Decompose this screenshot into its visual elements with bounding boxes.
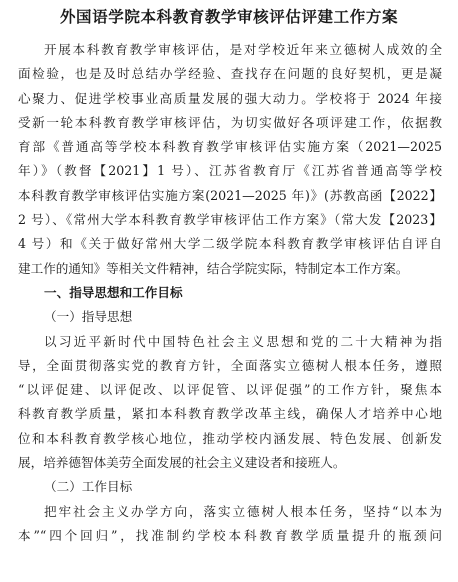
section-heading: 一、指导思想和工作目标 — [44, 284, 183, 300]
intro-line: 面检验，也是及时总结办学经验、查找存在问题的良好契机，更是凝 — [18, 66, 442, 82]
intro-line: 年）》（教督【2021】1 号）、江苏省教育厅《江苏省普通高等学校 — [18, 163, 442, 179]
document-title: 外国语学院本科教育教学审核评估评建工作方案 — [59, 8, 399, 26]
guiding-line: 科教育教学质量，紧扣本科教育教学改革主线，确保人才培养中心地 — [18, 406, 442, 422]
intro-line: 4 号）和《关于做好常州大学二级学院本科教育教学审核评估自评自 — [18, 236, 442, 252]
intro-line: 开展本科教育教学审核评估，是对学校近年来立德树人成效的全 — [44, 42, 442, 57]
intro-line: 建工作的通知》等相关文件精神，结合学院实际，特制定本工作方案。 — [18, 260, 409, 276]
guiding-line: 以习近平新时代中国特色社会主义思想和党的二十大精神为指 — [44, 333, 442, 349]
guiding-line: 位和本科教育教学核心地位，推动学校内涵发展、特色发展、创新发 — [18, 430, 442, 446]
subsection-heading: （二）工作目标 — [44, 479, 133, 495]
intro-line: 育部《普通高等学校本科教育教学审核评估实施方案（2021—2025 — [18, 139, 442, 155]
guiding-line: 展，培养德智体美劳全面发展的社会主义建设者和接班人。 — [18, 455, 346, 471]
intro-line: 心聚力、促进学校事业高质量发展的强大动力。学校将于 2024 年接 — [18, 90, 442, 106]
goal-line: 本”“四个回归”，找准制约学校本科教育教学质量提升的瓶颈问 — [18, 527, 442, 543]
intro-line: 2 号）、《常州大学本科教育教学审核评估工作方案》（常大发【2023】 — [18, 212, 442, 228]
goal-line: 把牢社会主义办学方向，落实立德树人根本任务，坚持“以本为 — [44, 503, 442, 519]
intro-line: 受新一轮本科教育教学审核评估，为切实做好各项评建工作，依据教 — [18, 114, 442, 130]
document-body — [18, 38, 442, 548]
intro-line: 本科教育教学审核评估实施方案(2021—2025 年)》(苏教高函【2022】 — [18, 187, 442, 203]
guiding-line: “以评促建、以评促改、以评促管、以评促强”的工作方针，聚焦本 — [18, 382, 442, 398]
guiding-line: 导，全面贯彻落实党的教育方针，全面落实立德树人根本任务，遵照 — [18, 357, 442, 373]
subsection-heading: （一）指导思想 — [44, 309, 133, 325]
